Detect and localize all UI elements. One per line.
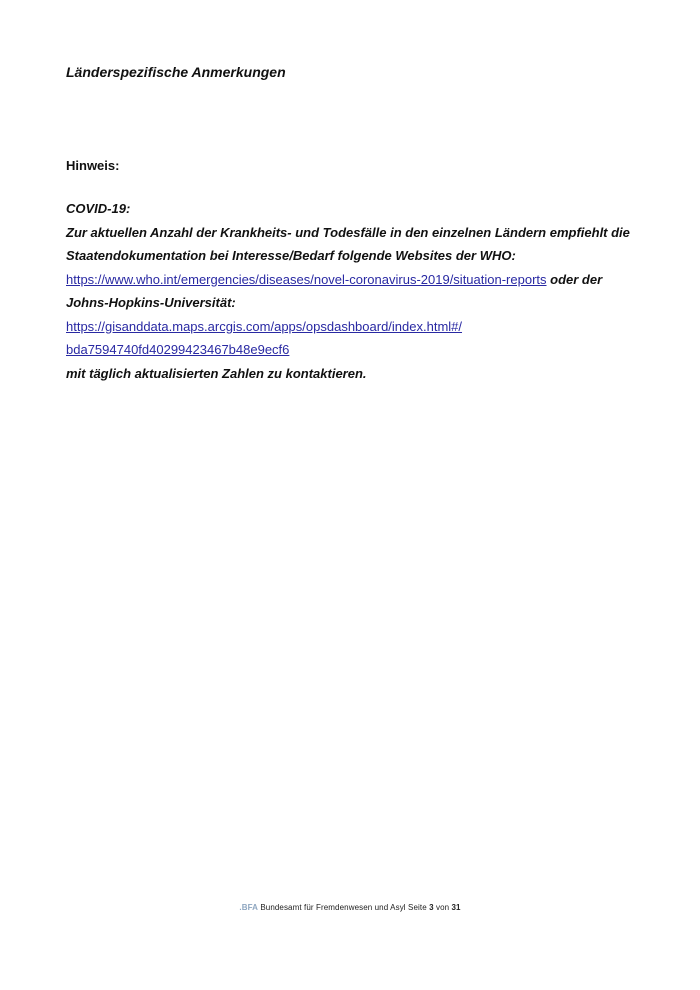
- arcgis-link-line-2: [66, 338, 666, 362]
- who-situation-reports-link[interactable]: https://www.who.int/emergencies/diseases/novel-coronavirus-2019/situation-reports: [66, 271, 547, 287]
- arcgis-dashboard-link-part-1[interactable]: https://gisanddata.maps.arcgis.com/apps/opsdashboard/index.html#/: [66, 318, 463, 334]
- who-link-line: [66, 268, 666, 292]
- note-heading: Hinweis:: [66, 158, 120, 173]
- page-footer: [0, 903, 700, 912]
- johns-hopkins-label: Johns-Hopkins-Universität:: [66, 295, 236, 310]
- arcgis-link-line-1: [66, 315, 666, 339]
- footer-of-word: von: [435, 903, 450, 912]
- footer-page-total: 31: [451, 903, 461, 912]
- footer-agency-name: Bundesamt für Fremdenwesen und Asyl: [260, 903, 406, 912]
- arcgis-dashboard-link-part-2[interactable]: bda7594740fd40299423467b48e9ecf6: [66, 342, 290, 357]
- footer-page-word: Seite: [408, 903, 427, 912]
- page-title: Länderspezifische Anmerkungen: [66, 64, 286, 80]
- covid-section: [66, 197, 666, 385]
- bfa-logo-text: .BFA: [239, 903, 258, 912]
- footer-page-number: 3: [429, 903, 434, 912]
- covid-heading: COVID-19:: [66, 201, 131, 216]
- who-link-suffix-text: oder der: [550, 271, 603, 287]
- covid-paragraph-line-2: Staatendokumentation bei Interesse/Bedarf folgende Websites der WHO:: [66, 248, 516, 263]
- covid-closing-line: mit täglich aktualisierten Zahlen zu kontaktieren.: [66, 365, 367, 381]
- covid-paragraph-line-1: Zur aktuellen Anzahl der Krankheits- und Todesfälle in den einzelnen Ländern empfiehlt die: [66, 224, 630, 240]
